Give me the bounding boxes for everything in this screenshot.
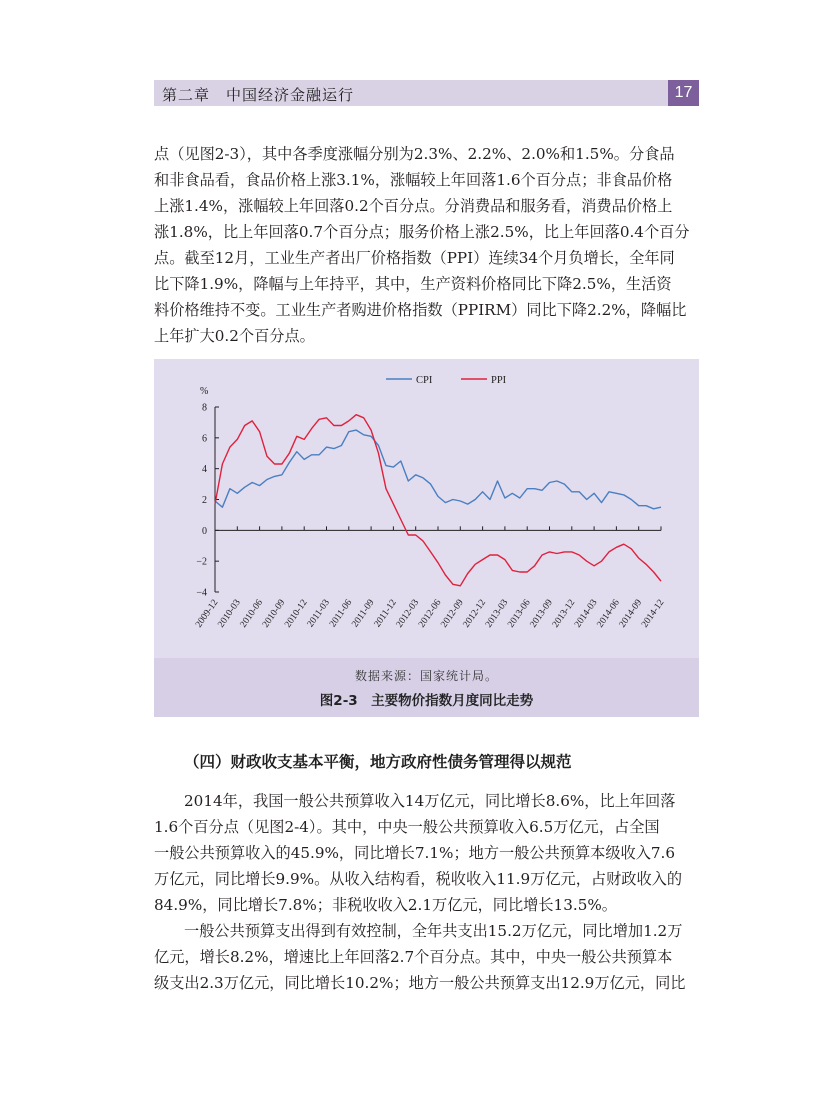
y-tick-label: 0 [202, 525, 207, 537]
text-line: 级支出2.3万亿元，同比增长10.2%；地方一般公共预算支出12.9万亿元，同比 [154, 974, 686, 992]
paragraph-3 [154, 918, 699, 996]
y-tick-label: −4 [196, 587, 207, 599]
y-axis [196, 386, 219, 599]
text-line: 料价格维持不变。工业生产者购进价格指数（PPIRM）同比下降2.2%，降幅比 [154, 301, 687, 319]
text-line: 84.9%，同比增长7.8%；非税收收入2.1万亿元，同比增长13.5%。 [154, 896, 617, 914]
text-line: 上涨1.4%，涨幅较上年回落0.2个百分点。分消费品和服务看，消费品价格上 [154, 197, 673, 215]
text-line: 1.6个百分点（见图2-4）。其中，中央一般公共预算收入6.5万亿元，占全国 [154, 818, 660, 836]
x-tick-label: 2013-09 [528, 597, 555, 630]
price-index-chart [154, 359, 699, 659]
x-tick-label: 2012-09 [439, 597, 466, 630]
x-axis [194, 526, 666, 629]
series-line-ppi [215, 415, 661, 586]
x-tick-label: 2012-12 [461, 597, 489, 630]
x-tick-label: 2014-09 [617, 597, 645, 630]
x-tick-label: 2012-06 [417, 597, 444, 630]
y-tick-label: 6 [202, 433, 207, 445]
legend-label-cpi: CPI [416, 375, 433, 386]
x-tick-label: 2010-03 [216, 597, 243, 630]
text-line: 万亿元，同比增长9.9%。从收入结构看，税收收入11.9万亿元，占财政收入的 [154, 870, 683, 888]
text-line: 点（见图2-3），其中各季度涨幅分别为2.3%、2.2%、2.0%和1.5%。分食品 [154, 145, 675, 163]
x-tick-label: 2013-06 [506, 597, 533, 630]
figure-caption: 图2-3 主要物价指数月度同比走势 [319, 693, 534, 709]
x-tick-label: 2014-12 [640, 597, 667, 630]
x-tick-label: 2009-12 [194, 597, 221, 630]
page-number: 17 [668, 80, 699, 106]
series-lines [215, 415, 661, 586]
x-tick-label: 2010-12 [283, 597, 310, 630]
text-line: 涨1.8%，比上年回落0.7个百分点；服务价格上涨2.5%，比上年回落0.4个百分 [154, 223, 690, 241]
x-tick-label: 2010-06 [238, 597, 266, 630]
legend-label-ppi: PPI [491, 375, 507, 386]
chapter-title: 第二章 中国经济金融运行 [162, 86, 355, 104]
text-line: 一般公共预算收入的45.9%，同比增长7.1%；地方一般公共预算本级收入7.6 [154, 844, 676, 862]
series-line-cpi [215, 430, 661, 509]
text-line: 上年扩大0.2个百分点。 [154, 327, 315, 345]
text-line: 和非食品看，食品价格上涨3.1%，涨幅较上年回落1.6个百分点；非食品价格 [154, 171, 673, 189]
chart-legend [386, 375, 507, 386]
x-tick-label: 2014-06 [595, 597, 622, 630]
x-tick-label: 2013-12 [550, 597, 578, 630]
x-tick-label: 2012-03 [394, 597, 422, 630]
y-tick-label: 4 [202, 464, 207, 476]
x-tick-label: 2010-09 [260, 597, 288, 630]
text-line: 一般公共预算支出得到有效控制，全年共支出15.2万亿元，同比增加1.2万 [184, 922, 683, 940]
x-tick-label: 2011-09 [350, 597, 377, 630]
x-tick-label: 2013-03 [483, 597, 511, 630]
text-line: 点。截至12月，工业生产者出厂价格指数（PPI）连续34个月负增长，全年同 [154, 249, 675, 267]
text-line: 亿元，增长8.2%，增速比上年回落2.7个百分点。其中，中央一般公共预算本 [154, 948, 673, 966]
figure-source: 数据来源：国家统计局。 [354, 669, 498, 683]
section-heading: （四）财政收支基本平衡，地方政府性债务管理得以规范 [184, 753, 572, 771]
x-tick-label: 2011-06 [328, 597, 355, 630]
x-tick-label: 2011-12 [372, 597, 399, 630]
text-line: 比下降1.9%，降幅与上年持平，其中，生产资料价格同比下降2.5%，生活资 [154, 275, 672, 293]
y-axis-unit-label: % [200, 386, 209, 397]
y-tick-label: −2 [196, 556, 207, 568]
paragraph-1 [154, 141, 699, 349]
y-tick-label: 2 [202, 495, 207, 506]
y-tick-label: 8 [202, 402, 207, 414]
x-tick-label: 2014-03 [573, 597, 600, 630]
text-line: 2014年，我国一般公共预算收入14万亿元，同比增长8.6%，比上年回落 [184, 792, 676, 810]
x-tick-label: 2011-03 [305, 597, 332, 630]
paragraph-2 [154, 788, 699, 918]
